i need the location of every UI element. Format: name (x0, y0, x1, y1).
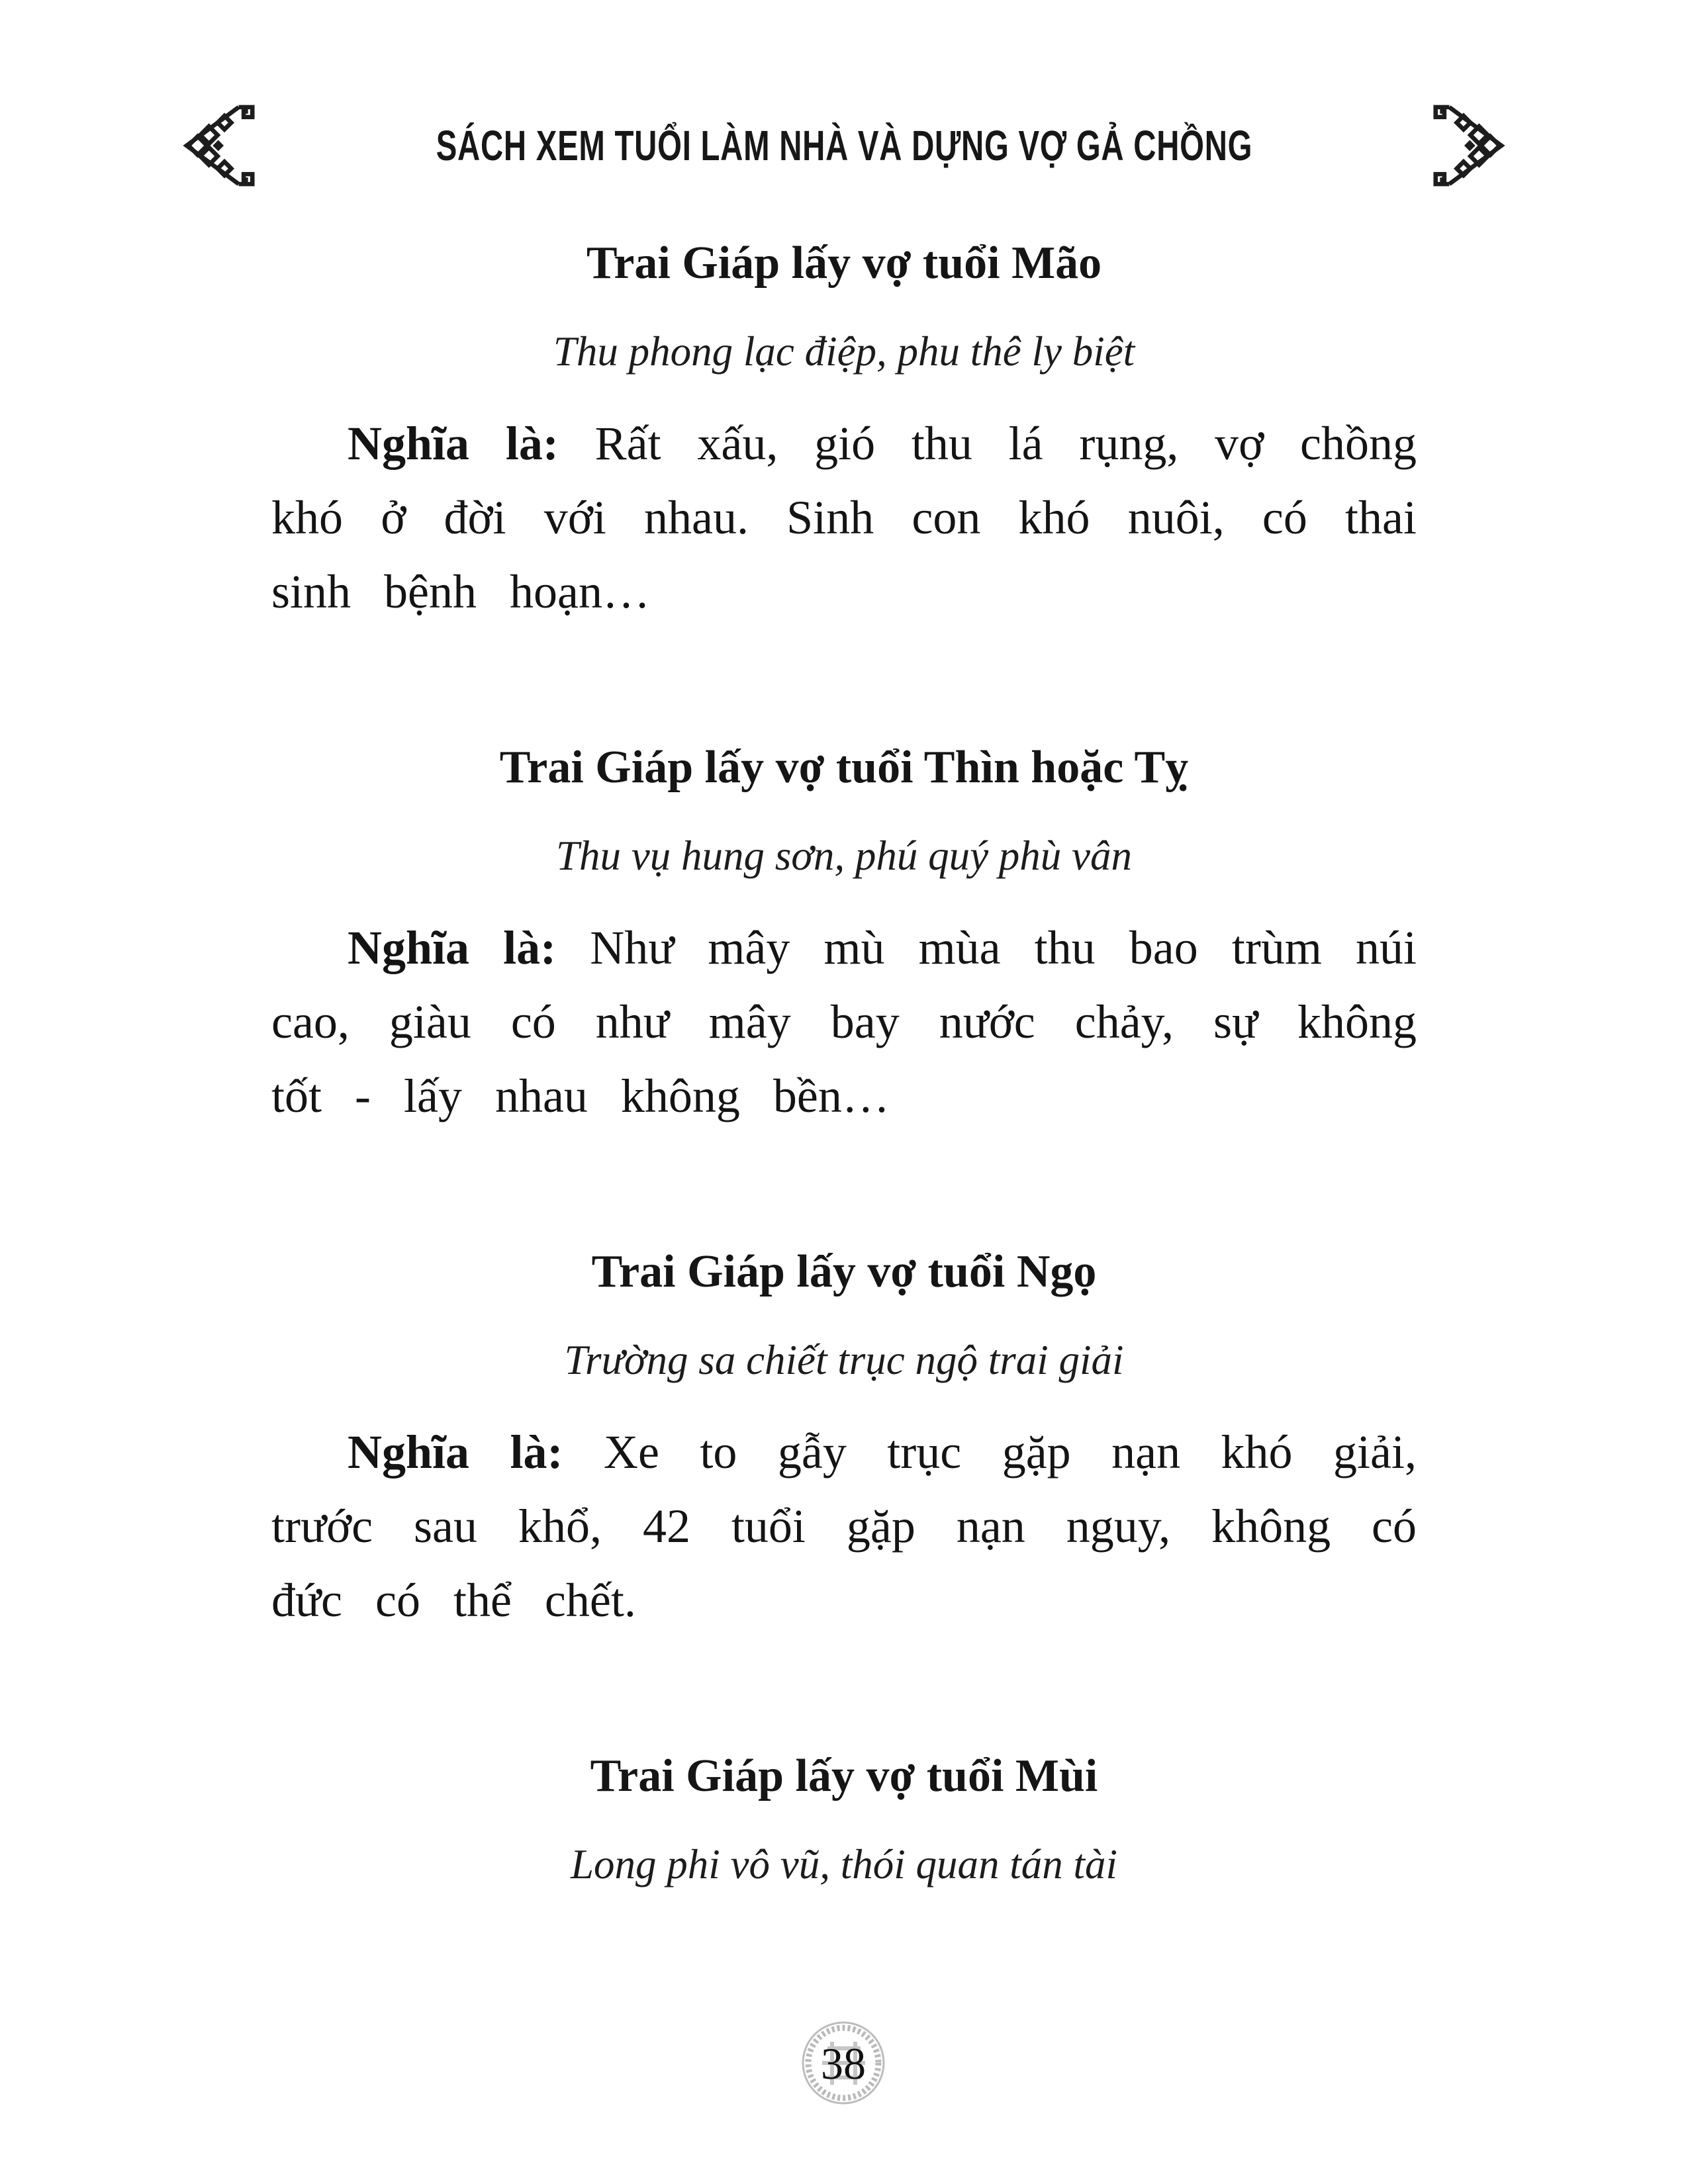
page-header (0, 99, 1688, 192)
meaning-label: Nghĩa là: (348, 417, 595, 471)
section-heading: Trai Giáp lấy vợ tuổi Mùi (590, 1751, 1098, 1802)
meaning-text: Như mây mù mùa thu bao trùm núi cao, giàu có như mây bay nước chảy, sự không tốt - lấy nhau không bền… (271, 921, 1417, 1123)
section-meaning (271, 911, 1417, 1133)
meaning-text: Xe to gẫy trục gặp nạn khó giải, trước sau khổ, 42 tuổi gặp nạn nguy, không có đức có thể chết. (271, 1426, 1417, 1627)
meaning-label: Nghĩa là: (348, 1426, 604, 1479)
meaning-label: Nghĩa là: (348, 921, 590, 975)
section-heading: Trai Giáp lấy vợ tuổi Mão (586, 238, 1102, 289)
section-verse: Long phi vô vũ, thói quan tán tài (571, 1841, 1117, 1888)
ornamental-circle-seal-icon (801, 2021, 886, 2105)
meander-chevron-left-icon (165, 102, 265, 189)
page-number: 38 (821, 2038, 866, 2089)
meander-chevron-right-icon (1423, 102, 1523, 189)
book-title: SÁCH XEM TUỔI LÀM NHÀ VÀ DỰNG VỢ GẢ CHỒNG (436, 122, 1252, 169)
section-verse: Thu phong lạc điệp, phu thê ly biệt (553, 328, 1135, 375)
section-heading: Trai Giáp lấy vợ tuổi Ngọ (591, 1246, 1097, 1298)
section-verse: Thu vụ hung sơn, phú quý phù vân (555, 832, 1133, 879)
section-meaning (271, 406, 1417, 629)
section-meaning (271, 1415, 1417, 1637)
page-body (271, 237, 1417, 1889)
meaning-text: Rất xấu, gió thu lá rụng, vợ chồng khó ở đời với nhau. Sinh con khó nuôi, có thai sinh bệnh hoạn… (271, 417, 1417, 619)
section-verse: Trường sa chiết trục ngộ trai giải (564, 1336, 1124, 1383)
section-heading: Trai Giáp lấy vợ tuổi Thìn hoặc Tỵ (499, 742, 1189, 794)
